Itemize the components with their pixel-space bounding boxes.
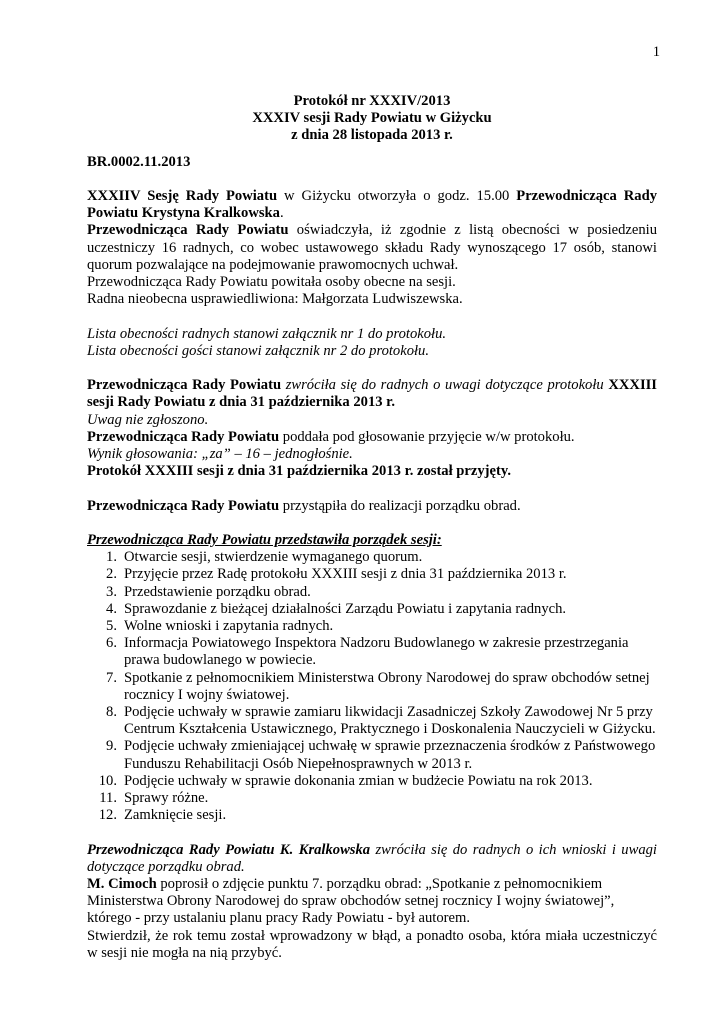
agenda-item-number: 3.	[106, 583, 117, 600]
attachment-1: Lista obecności radnych stanowi załącznik nr 1 do protokołu.	[87, 325, 447, 342]
agenda-item-number: 5.	[106, 618, 117, 635]
agenda-item	[97, 773, 657, 790]
agenda-item-text: Przyjęcie przez Radę protokołu XXXIII sesji z dnia 31 października 2013 r.	[124, 566, 567, 583]
closing-paragraph-3: Stwierdził, że rok temu został wprowadzony w błąd, a ponadto osoba, która miała uczestniczyć w sesji nie mogła na nią przybyć.	[87, 927, 657, 961]
agenda-item-number: 12.	[98, 807, 117, 824]
title-line-3: z dnia 28 listopada 2013 r.	[291, 127, 453, 144]
vote-call-line: Przewodnicząca Rady Powiatu poddała pod głosowanie przyjęcie w/w protokołu.	[87, 428, 575, 445]
agenda-item-text: Otwarcie sesji, stwierdzenie wymaganego quorum.	[124, 549, 423, 566]
chairperson-name: Przewodnicząca Rady Powiatu Krystyna Kralkowska	[87, 188, 657, 222]
page-number: 1	[652, 44, 660, 60]
title-line-1: Protokół nr XXXIV/2013	[293, 93, 451, 109]
agenda-item	[97, 790, 657, 807]
session-name: XXXIIV Sesję Rady Powiatu	[87, 188, 278, 204]
minutes-remarks-paragraph: Przewodnicząca Rady Powiatu zwróciła się do radnych o uwagi dotyczące protokołu XXXIII sesji Rady Powiatu z dnia 31 października 2013 r.	[87, 377, 657, 411]
closing-paragraph-1: Przewodnicząca Rady Powiatu K. Kralkowska zwróciła się do radnych o ich wnioski i uwagi dotyczące porządku obrad.	[87, 841, 657, 875]
reference-number: BR.0002.11.2013	[87, 153, 191, 170]
agenda-item-text: Sprawy różne.	[124, 790, 209, 807]
no-remarks-line: Uwag nie zgłoszono.	[87, 411, 209, 428]
agenda-item-number: 1.	[106, 549, 117, 566]
agenda-item	[97, 738, 657, 772]
agenda-item-text: Podjęcie uchwały w sprawie zamiaru likwidacji Zasadniczej Szkoły Zawodowej Nr 5 przy Centrum Kształcenia Ustawicznego, Praktycznego i Doskonalenia Nauczycieli w Giżycku.	[124, 704, 656, 738]
agenda-item	[97, 601, 657, 618]
agenda-item-text: Informacja Powiatowego Inspektora Nadzoru Budowlanego w zakresie przestrzegania prawa budowlanego w powiecie.	[124, 635, 629, 669]
greeting-line: Przewodnicząca Rady Powiatu powitała osoby obecne na sesji.	[87, 274, 456, 291]
agenda-item	[97, 549, 657, 566]
agenda-item	[97, 807, 657, 824]
agenda-item	[97, 635, 657, 669]
agenda-item-number: 7.	[106, 669, 117, 686]
absence-line: Radna nieobecna usprawiedliwiona: Małgorzata Ludwiszewska.	[87, 291, 463, 308]
agenda-heading: Przewodnicząca Rady Powiatu przedstawiła porządek sesji:	[87, 532, 442, 548]
agenda-item-text: Spotkanie z pełnomocnikiem Ministerstwa Obrony Narodowej do spraw obchodów setnej rocznicy I wojny światowej.	[124, 669, 650, 703]
minutes-accepted-line: Protokół XXXIII sesji z dnia 31 października 2013 r. został przyjęty.	[87, 463, 512, 480]
opening-paragraph: XXXIIV Sesję Rady Powiatu w Giżycku otworzyła o godz. 15.00 Przewodnicząca Rady Powiatu Krystyna Kralkowska.	[87, 188, 657, 222]
closing-paragraph-2: M. Cimoch poprosił o zdjęcie punktu 7. porządku obrad: „Spotkanie z pełnomocnikiem Ministerstwa Obrony Narodowej do spraw obchodów setnej rocznicy I wojny światowej”, którego - przy ustalaniu planu pracy Rady Powiatu - był autorem.	[87, 876, 615, 927]
agenda-item-number: 11.	[99, 790, 117, 807]
agenda-item-number: 4.	[106, 600, 117, 617]
attachment-2: Lista obecności gości stanowi załącznik nr 2 do protokołu.	[87, 342, 429, 359]
agenda-item-number: 10.	[98, 772, 117, 789]
agenda-item	[97, 584, 657, 601]
title-line-2: XXXIV sesji Rady Powiatu w Giżycku	[252, 110, 492, 127]
agenda-item-text: Przedstawienie porządku obrad.	[124, 583, 311, 600]
vote-result-line: Wynik głosowania: „za” – 16 – jednogłośnie.	[87, 446, 353, 463]
agenda-list	[87, 549, 657, 824]
order-start-line: Przewodnicząca Rady Powiatu przystąpiła do realizacji porządku obrad.	[87, 497, 521, 514]
document-title	[87, 93, 657, 145]
agenda-item-number: 2.	[106, 566, 117, 583]
agenda-item	[97, 704, 657, 738]
agenda-item-text: Sprawozdanie z bieżącej działalności Zarządu Powiatu i zapytania radnych.	[124, 600, 567, 617]
agenda-item-text: Podjęcie uchwały zmieniającej uchwałę w sprawie przeznaczenia środków z Państwowego Funduszu Rehabilitacji Osób Niepełnosprawnych w 2013 r.	[124, 738, 656, 772]
quorum-paragraph: Przewodnicząca Rady Powiatu oświadczyła, iż zgodnie z listą obecności w posiedzeniu uczestniczy 16 radnych, co wobec ustawowego składu Rady wynoszącego 17 osób, stanowi quorum pozwalające na podejmowanie prawomocnych uchwał.	[87, 222, 657, 273]
agenda-item-text: Wolne wnioski i zapytania radnych.	[124, 618, 334, 635]
agenda-item	[97, 566, 657, 583]
agenda-item	[97, 618, 657, 635]
agenda-item-text: Zamknięcie sesji.	[124, 807, 227, 824]
agenda-item-number: 6.	[106, 635, 117, 652]
agenda-item-number: 9.	[106, 738, 117, 755]
document-body	[87, 93, 657, 962]
agenda-item-text: Podjęcie uchwały w sprawie dokonania zmian w budżecie Powiatu na rok 2013.	[124, 772, 593, 789]
agenda-item	[97, 670, 657, 704]
agenda-item-number: 8.	[106, 704, 117, 721]
